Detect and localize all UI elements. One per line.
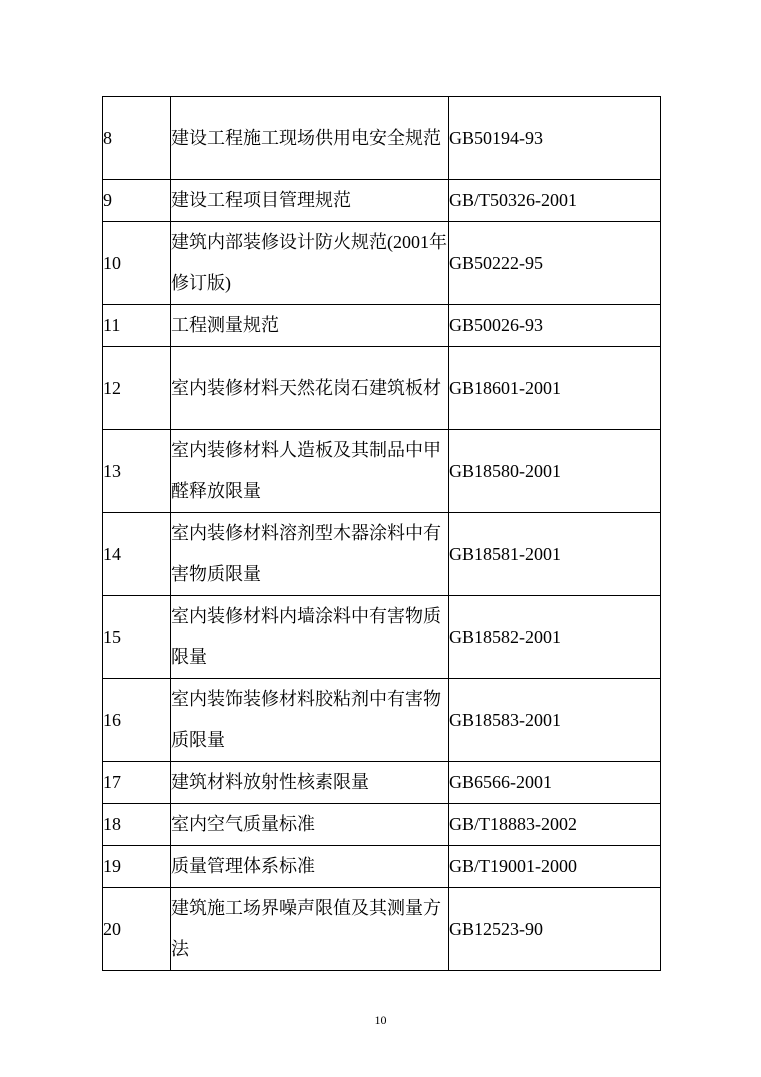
standard-name: 室内装修材料人造板及其制品中甲醛释放限量 <box>171 430 449 513</box>
standard-name: 室内装修材料溶剂型木器涂料中有害物质限量 <box>171 513 449 596</box>
standard-name: 室内装修材料天然花岗石建筑板材 <box>171 347 449 430</box>
table-row <box>103 347 661 430</box>
table-row <box>103 846 661 888</box>
row-number: 13 <box>103 430 171 513</box>
standard-name: 建筑施工场界噪声限值及其测量方法 <box>171 888 449 971</box>
row-number: 10 <box>103 222 171 305</box>
standard-name: 室内装饰装修材料胶粘剂中有害物质限量 <box>171 679 449 762</box>
table-row <box>103 804 661 846</box>
table-row <box>103 679 661 762</box>
row-number: 9 <box>103 180 171 222</box>
table-row <box>103 305 661 347</box>
standard-name: 建筑材料放射性核素限量 <box>171 762 449 804</box>
standard-name: 室内空气质量标准 <box>171 804 449 846</box>
row-number: 8 <box>103 97 171 180</box>
standard-code: GB18583-2001 <box>449 679 661 762</box>
standard-name: 工程测量规范 <box>171 305 449 347</box>
row-number: 20 <box>103 888 171 971</box>
table-row <box>103 222 661 305</box>
standard-code: GB50222-95 <box>449 222 661 305</box>
table-row <box>103 97 661 180</box>
standard-code: GB6566-2001 <box>449 762 661 804</box>
table-row <box>103 596 661 679</box>
standard-code: GB/T19001-2000 <box>449 846 661 888</box>
standard-code: GB12523-90 <box>449 888 661 971</box>
standard-code: GB18580-2001 <box>449 430 661 513</box>
standard-code: GB/T50326-2001 <box>449 180 661 222</box>
standard-code: GB50026-93 <box>449 305 661 347</box>
standard-name: 室内装修材料内墙涂料中有害物质限量 <box>171 596 449 679</box>
standard-name: 建筑内部装修设计防火规范(2001年修订版) <box>171 222 449 305</box>
table-row <box>103 430 661 513</box>
standard-name: 质量管理体系标准 <box>171 846 449 888</box>
table-row <box>103 513 661 596</box>
standard-code: GB/T18883-2002 <box>449 804 661 846</box>
row-number: 17 <box>103 762 171 804</box>
row-number: 11 <box>103 305 171 347</box>
standard-name: 建设工程项目管理规范 <box>171 180 449 222</box>
row-number: 19 <box>103 846 171 888</box>
row-number: 12 <box>103 347 171 430</box>
page-number: 10 <box>374 1013 387 1027</box>
row-number: 16 <box>103 679 171 762</box>
standards-table <box>102 96 661 971</box>
standard-code: GB50194-93 <box>449 97 661 180</box>
table-row <box>103 888 661 971</box>
row-number: 15 <box>103 596 171 679</box>
row-number: 18 <box>103 804 171 846</box>
row-number: 14 <box>103 513 171 596</box>
table-row <box>103 762 661 804</box>
standard-code: GB18581-2001 <box>449 513 661 596</box>
standard-code: GB18601-2001 <box>449 347 661 430</box>
standard-name: 建设工程施工现场供用电安全规范 <box>171 97 449 180</box>
standard-code: GB18582-2001 <box>449 596 661 679</box>
table-row <box>103 180 661 222</box>
